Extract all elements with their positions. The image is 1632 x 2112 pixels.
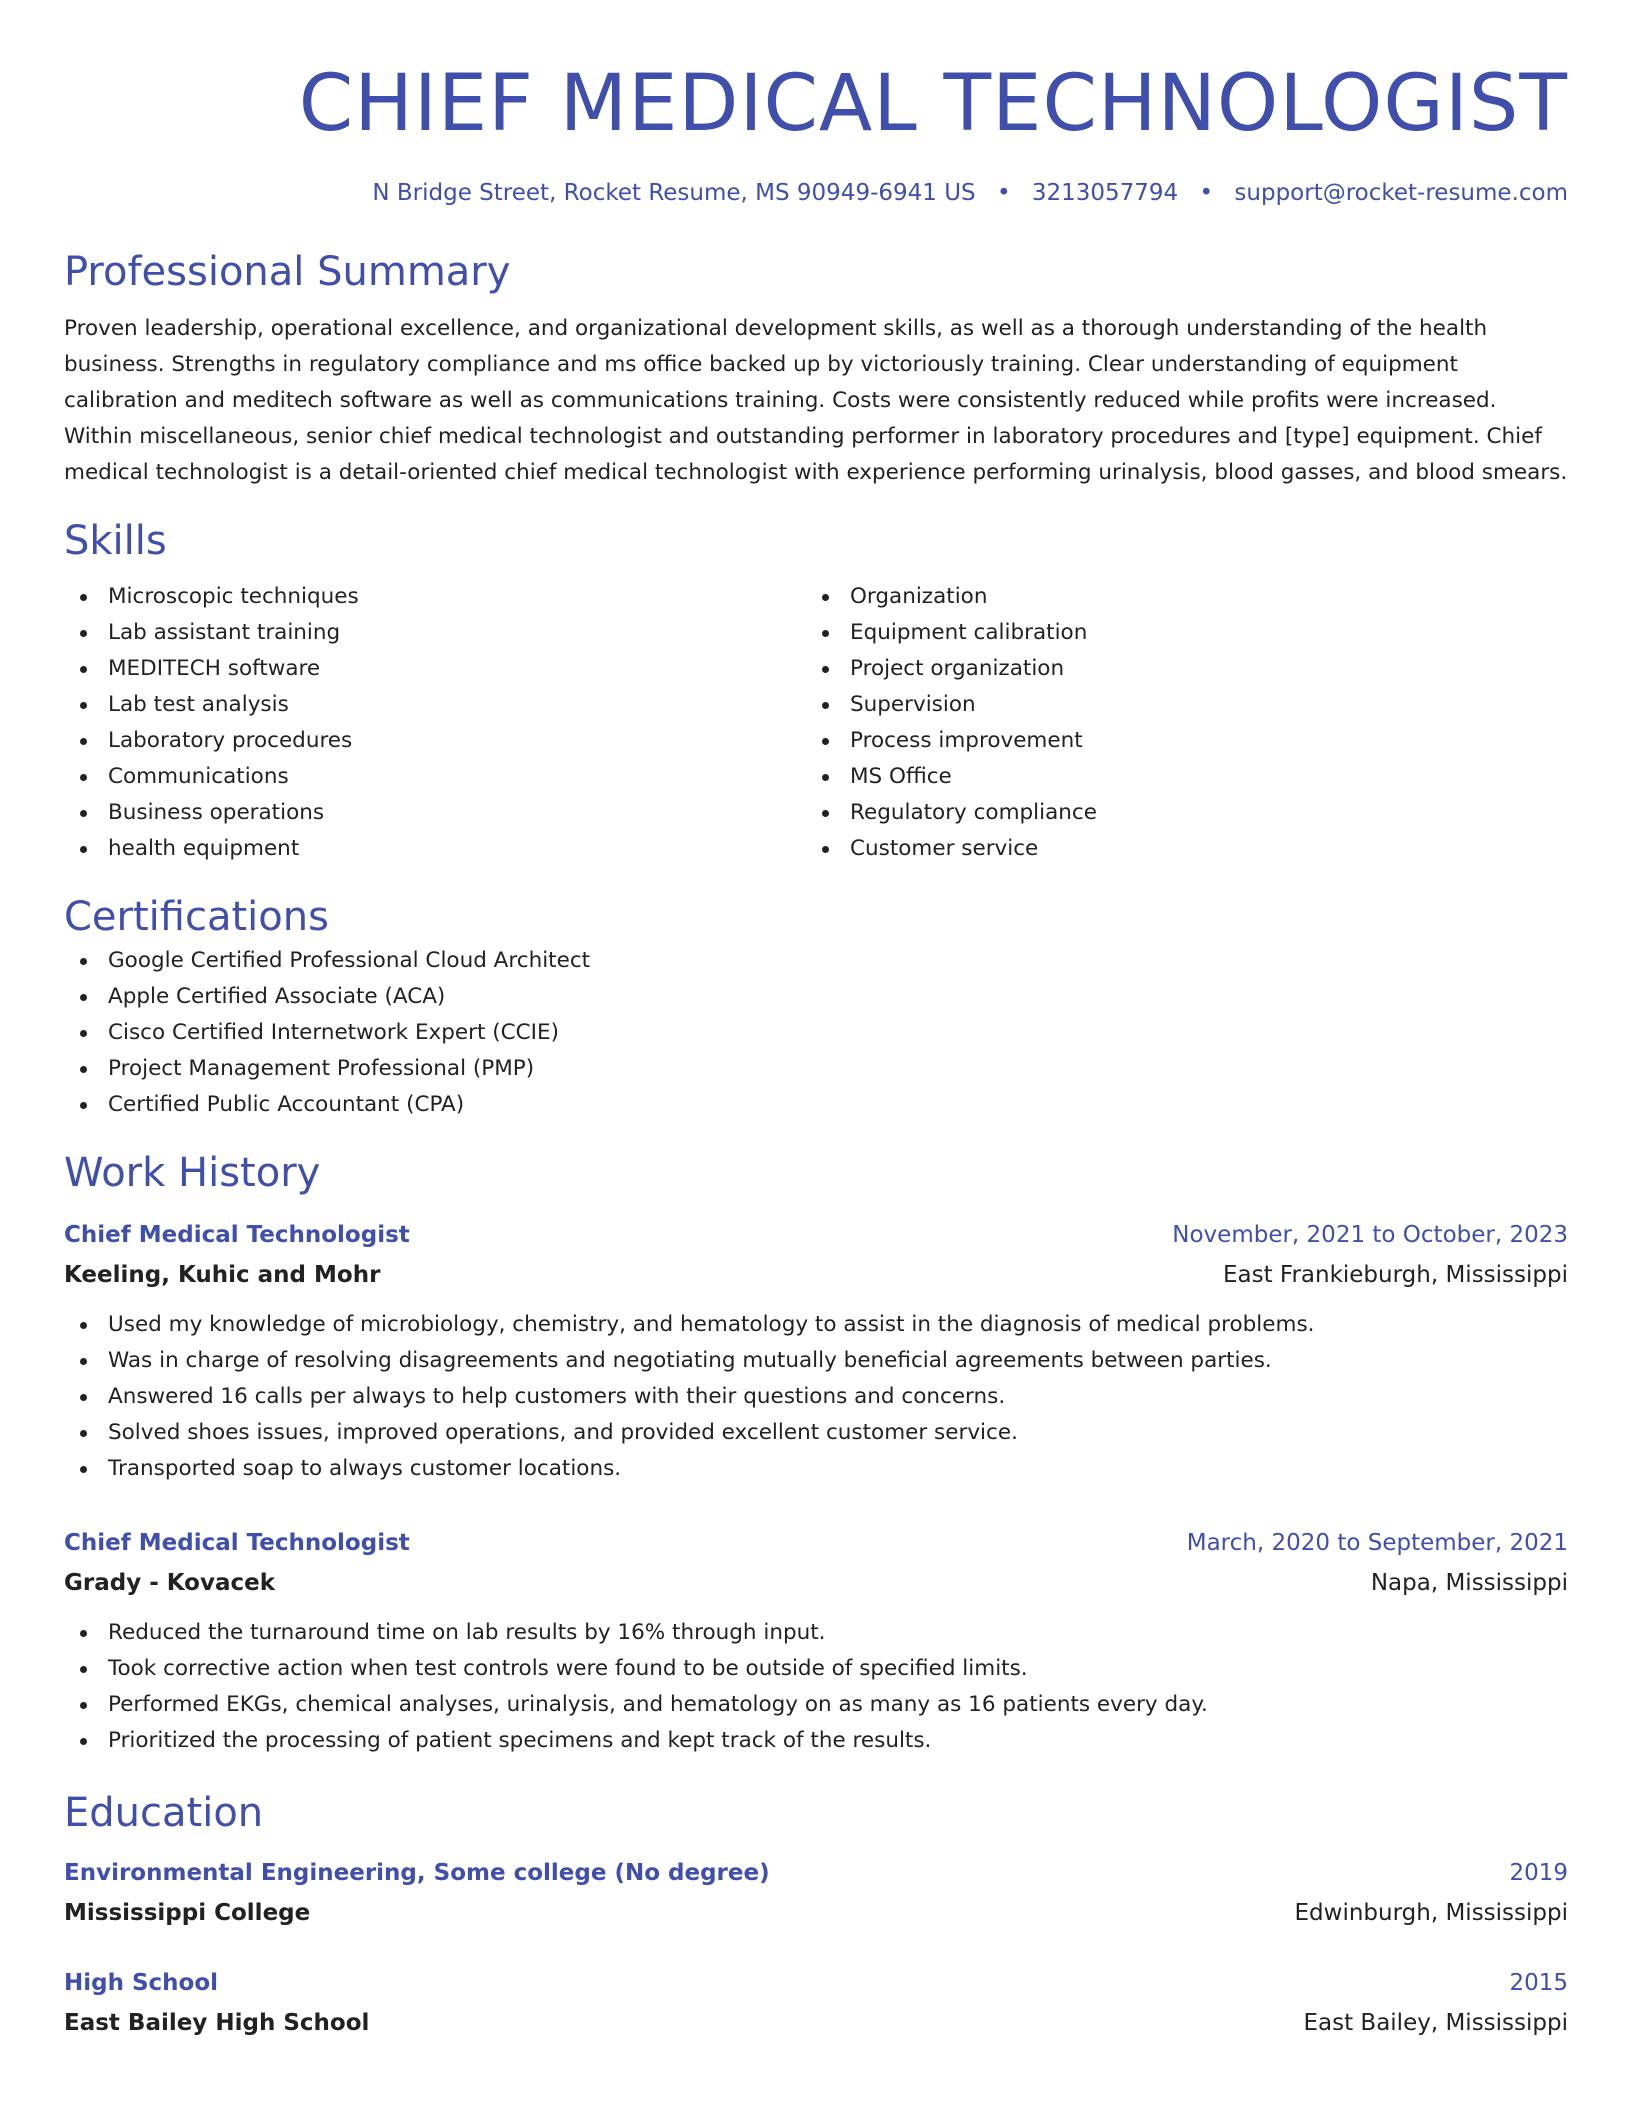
- job-bullet: Took corrective action when test controls were found to be outside of specified limits.: [64, 1651, 1568, 1687]
- contact-address: N Bridge Street, Rocket Resume, MS 90949-6941 US: [372, 180, 976, 206]
- education-entry-subheader: [64, 2003, 1568, 2043]
- contact-phone: 3213057794: [1031, 180, 1179, 206]
- work-entry: [64, 1215, 1568, 1487]
- education-entry-subheader: [64, 1893, 1568, 1933]
- work-entry-header: [64, 1215, 1568, 1255]
- skill-item: Supervision: [806, 687, 1548, 723]
- job-location: Napa, Mississippi: [1370, 1570, 1568, 1596]
- certification-item: Cisco Certified Internetwork Expert (CCIE): [64, 1015, 1568, 1051]
- skill-item: Lab test analysis: [64, 687, 806, 723]
- job-bullet: Transported soap to always customer locations.: [64, 1451, 1568, 1487]
- job-bullet: Was in charge of resolving disagreements and negotiating mutually beneficial agreements between parties.: [64, 1343, 1568, 1379]
- job-dates: November, 2021 to October, 2023: [1172, 1222, 1568, 1248]
- skill-item: Laboratory procedures: [64, 723, 806, 759]
- skill-item: health equipment: [64, 831, 806, 867]
- degree-name: Environmental Engineering, Some college (No degree): [64, 1860, 770, 1886]
- skill-item: Customer service: [806, 831, 1548, 867]
- graduation-year: 2019: [1509, 1860, 1568, 1886]
- work-entry: [64, 1523, 1568, 1759]
- job-bullets: [64, 1307, 1568, 1487]
- certifications-heading: Certifications: [64, 894, 329, 940]
- education-entry: [64, 1853, 1568, 1933]
- certification-item: Project Management Professional (PMP): [64, 1051, 1568, 1087]
- contact-line: [64, 178, 1568, 208]
- skill-item: Microscopic techniques: [64, 579, 806, 615]
- skill-item: Equipment calibration: [806, 615, 1548, 651]
- job-dates: March, 2020 to September, 2021: [1186, 1530, 1568, 1556]
- certifications-list: [64, 943, 1568, 1123]
- skill-item: Organization: [806, 579, 1548, 615]
- skills-list: [64, 579, 1568, 867]
- education-entry-header: [64, 1853, 1568, 1893]
- degree-name: High School: [64, 1970, 219, 1996]
- skills-column-left: [64, 579, 806, 867]
- skill-item: Process improvement: [806, 723, 1548, 759]
- certification-item: Certified Public Accountant (CPA): [64, 1087, 1568, 1123]
- job-bullet: Solved shoes issues, improved operations, and provided excellent customer service.: [64, 1415, 1568, 1451]
- work-history-heading: Work History: [64, 1150, 321, 1196]
- education-heading: Education: [64, 1790, 264, 1836]
- work-entry-header: [64, 1523, 1568, 1563]
- skills-heading: Skills: [64, 518, 167, 564]
- company-name: Keeling, Kuhic and Mohr: [64, 1262, 381, 1288]
- skill-item: Communications: [64, 759, 806, 795]
- school-name: Mississippi College: [64, 1900, 311, 1926]
- school-name: East Bailey High School: [64, 2010, 370, 2036]
- skill-item: Lab assistant training: [64, 615, 806, 651]
- graduation-year: 2015: [1509, 1970, 1568, 1996]
- skills-column-right: [806, 579, 1548, 867]
- certification-item: Apple Certified Associate (ACA): [64, 979, 1568, 1015]
- contact-email: support@rocket-resume.com: [1234, 180, 1568, 206]
- work-entry-subheader: [64, 1255, 1568, 1295]
- job-bullet: Reduced the turnaround time on lab results by 16% through input.: [64, 1615, 1568, 1651]
- education-entry: [64, 1963, 1568, 2043]
- skill-item: MS Office: [806, 759, 1548, 795]
- job-title: Chief Medical Technologist: [64, 1530, 410, 1556]
- job-location: East Frankieburgh, Mississippi: [1222, 1262, 1568, 1288]
- job-bullet: Prioritized the processing of patient specimens and kept track of the results.: [64, 1723, 1568, 1759]
- contact-separator: •: [1199, 180, 1214, 206]
- job-bullets: [64, 1615, 1568, 1759]
- skill-item: Project organization: [806, 651, 1548, 687]
- education-entry-header: [64, 1963, 1568, 2003]
- job-bullet: Answered 16 calls per always to help customers with their questions and concerns.: [64, 1379, 1568, 1415]
- work-entry-subheader: [64, 1563, 1568, 1603]
- summary-heading: Professional Summary: [64, 249, 511, 295]
- skill-item: Regulatory compliance: [806, 795, 1548, 831]
- skill-item: Business operations: [64, 795, 806, 831]
- contact-separator: •: [996, 180, 1011, 206]
- summary-text: Proven leadership, operational excellence, and organizational development skills, as well as a thorough understanding of the health business. Strengths in regulatory compliance and ms office backed up by victoriously training. Clear understanding of equipment calibration and meditech software as well as communications training. Costs were consistently reduced while profits were increased. Within miscellaneous, senior chief medical technologist and outstanding performer in laboratory procedures and [type] equipment. Chief medical technologist is a detail-oriented chief medical technologist with experience performing urinalysis, blood gasses, and blood smears.: [64, 316, 1568, 485]
- job-title: Chief Medical Technologist: [64, 1222, 410, 1248]
- skill-item: MEDITECH software: [64, 651, 806, 687]
- job-bullet: Used my knowledge of microbiology, chemistry, and hematology to assist in the diagnosis of medical problems.: [64, 1307, 1568, 1343]
- job-bullet: Performed EKGs, chemical analyses, urinalysis, and hematology on as many as 16 patients every day.: [64, 1687, 1568, 1723]
- school-location: East Bailey, Mississippi: [1303, 2010, 1568, 2036]
- certification-item: Google Certified Professional Cloud Architect: [64, 943, 1568, 979]
- school-location: Edwinburgh, Mississippi: [1294, 1900, 1568, 1926]
- resume-title: CHIEF MEDICAL TECHNOLOGIST: [298, 59, 1568, 149]
- company-name: Grady - Kovacek: [64, 1570, 276, 1596]
